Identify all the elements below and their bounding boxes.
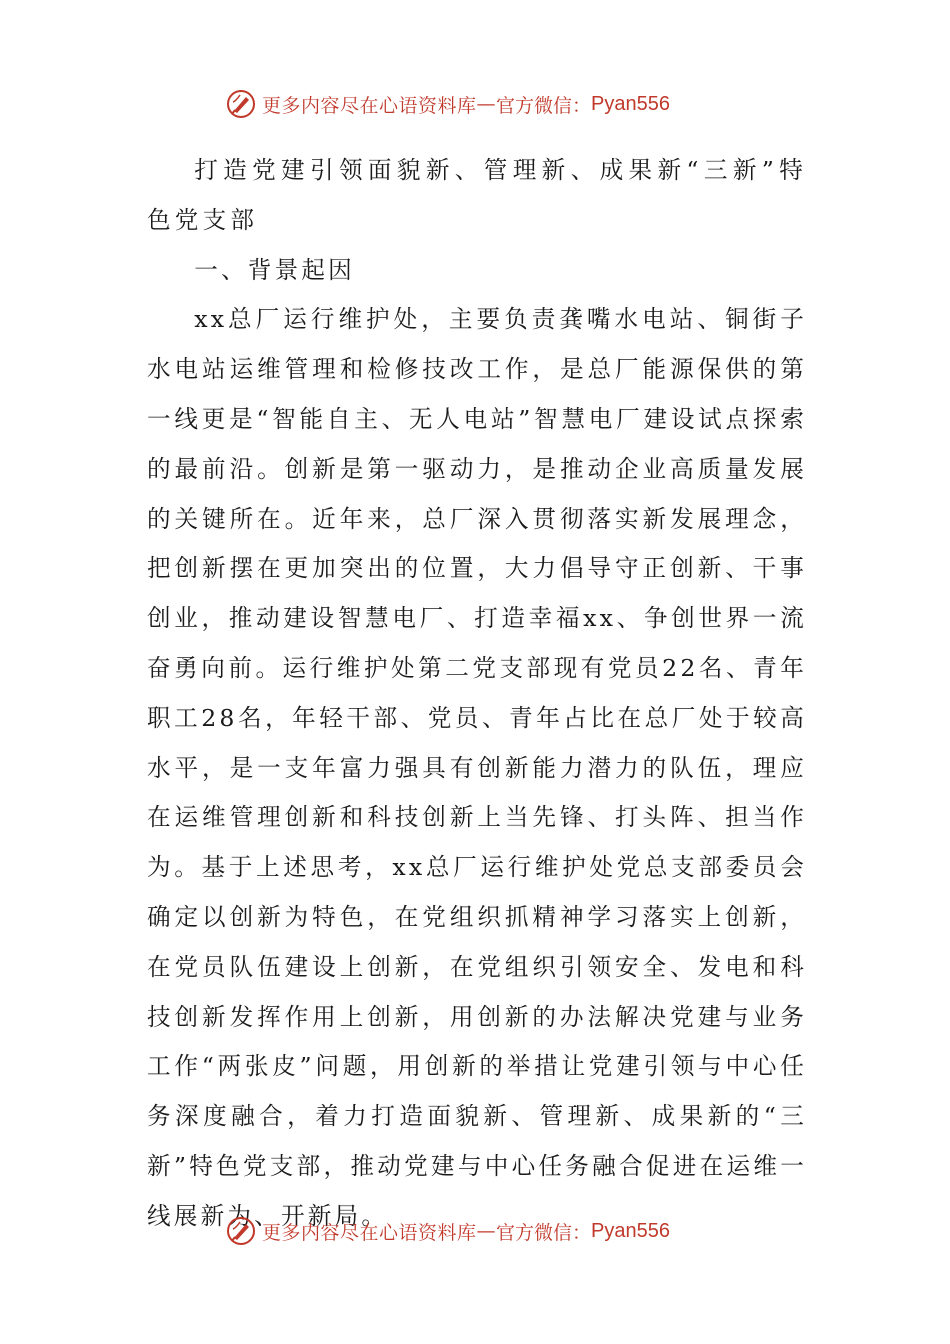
document-body (147, 146, 807, 1242)
wechat-label: 官方微信： (496, 94, 592, 117)
quill-logo-icon (226, 1216, 256, 1246)
wechat-id: Pyan556 (591, 92, 670, 115)
quill-logo-icon (226, 89, 256, 119)
promo-text: 更多内容尽在心语资料库 (262, 94, 477, 117)
footer-watermark-banner (226, 1214, 726, 1248)
document-title: 打造党建引领面貌新、管理新、成果新“三新”特色党支部 (147, 156, 807, 234)
promo-dash: — (476, 93, 497, 115)
promo-text: 更多内容尽在心语资料库 (262, 1221, 477, 1244)
section-heading: 一、背景起因 (194, 255, 355, 284)
header-watermark-banner (226, 87, 726, 121)
wechat-label: 官方微信： (496, 1221, 592, 1244)
wechat-id: Pyan556 (591, 1219, 670, 1242)
body-paragraph: xx总厂运行维护处，主要负责龚嘴水电站、铜街子水电站运维管理和检修技改工作，是总厂能源保供的第一线更是“智能自主、无人电站”智慧电厂建设试点探索的最前沿。创新是第一驱动力，是推动企业高质量发展的关键所在。近年来，总厂深入贯彻落实新发展理念，把创新摆在更加突出的位置，大力倡导守正创新、干事创业，推动建设智慧电厂、打造幸福xx、争创世界一流奋勇向前。运行维护处第二党支部现有党员22名、青年职工28名，年轻干部、党员、青年占比在总厂处于较高水平，是一支年富力强具有创新能力潜力的队伍，理应在运维管理创新和科技创新上当先锋、打头阵、担当作为。基于上述思考，xx总厂运行维护处党总支部委员会确定以创新为特色，在党组织抓精神学习落实上创新，在党员队伍建设上创新，在党组织引领安全、发电和科技创新发挥作用上创新，用创新的办法解决党建与业务工作“两张皮”问题，用创新的举措让党建引领与中心任务深度融合，着力打造面貌新、管理新、成果新的“三新”特色党支部，推动党建与中心任务融合促进在运维一线展新为、开新局。 (147, 305, 807, 1230)
promo-dash: — (476, 1220, 497, 1242)
